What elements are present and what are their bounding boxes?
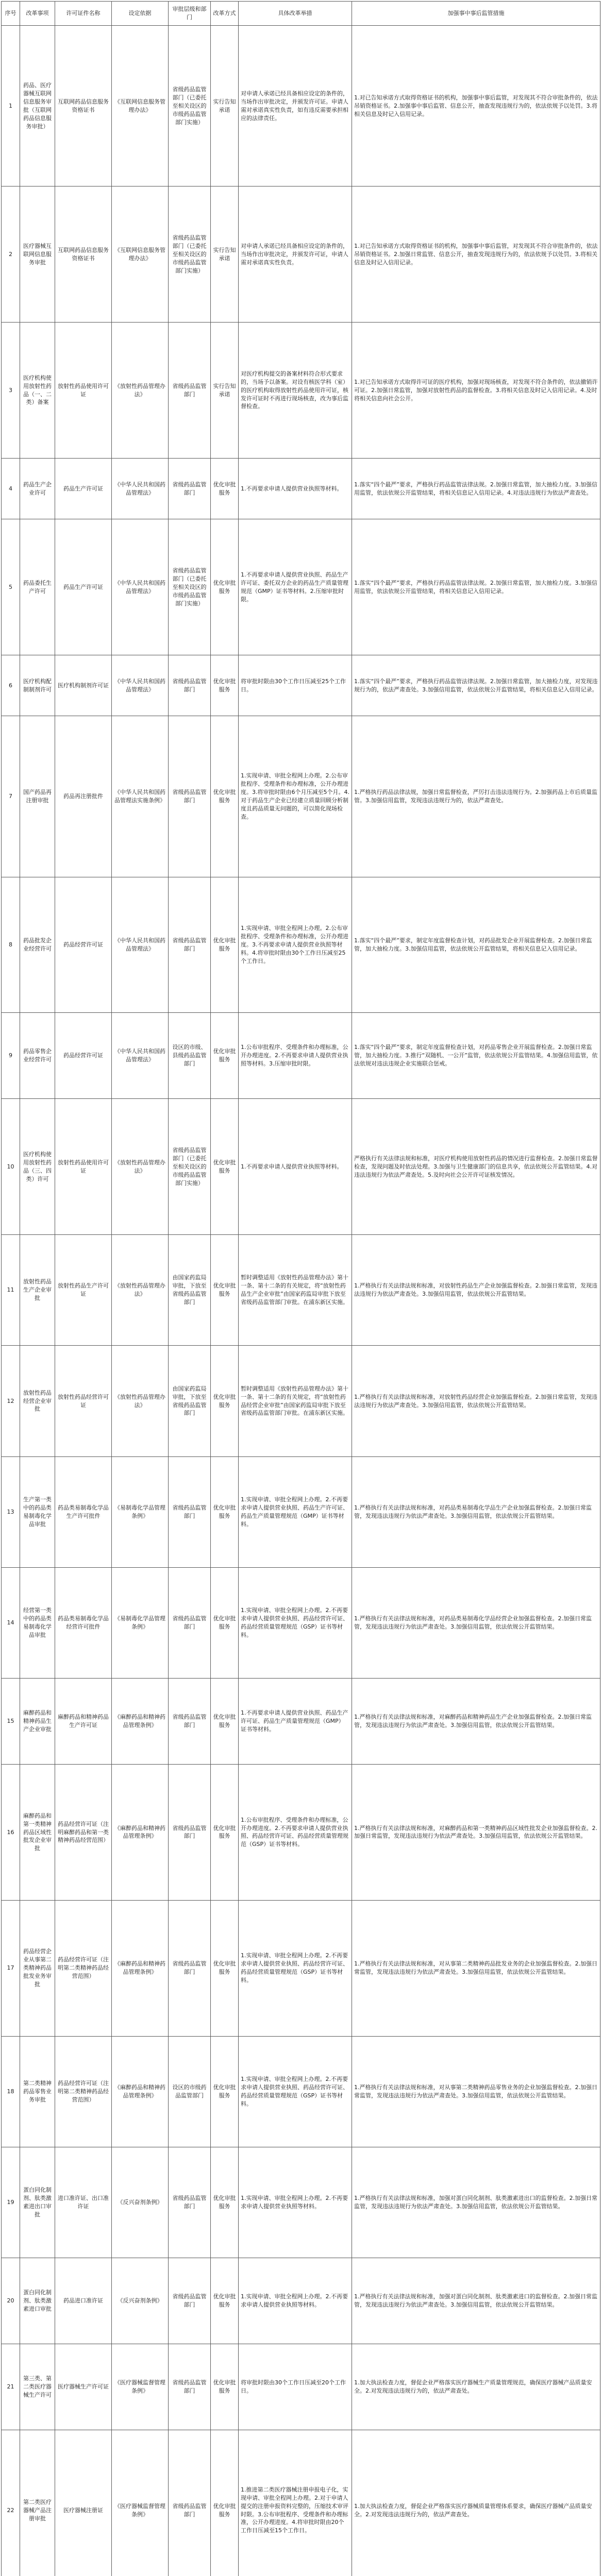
table-row <box>2 323 600 459</box>
cell-license: 医疗器械生产许可证 <box>55 2344 112 2430</box>
cell-level: 省级药品监管部门 <box>169 2147 211 2258</box>
cell-basis: 《中华人民共和国药品管理法》 <box>112 1013 169 1099</box>
cell-item: 医疗机构使用放射性药品（一、二类）备案 <box>20 323 55 459</box>
table-body <box>2 26 600 2576</box>
cell-license: 药品进口准许证 <box>55 2258 112 2344</box>
cell-basis: 《麻醉药品和精神药品管理条例》 <box>112 1765 169 1901</box>
cell-no: 18 <box>2 2036 20 2147</box>
cell-level: 由国家药监局审批，下放至省级药品监管部门 <box>169 1235 211 1346</box>
cell-basis: 《放射性药品管理办法》 <box>112 1099 169 1235</box>
table-row <box>2 1456 600 1567</box>
cell-method: 优化审批服务 <box>211 2258 239 2344</box>
cell-basis: 《放射性药品管理办法》 <box>112 1235 169 1346</box>
cell-item: 放射性药品生产企业审批 <box>20 1235 55 1346</box>
cell-basis: 《反兴奋剂条例》 <box>112 2147 169 2258</box>
cell-item: 第二类医疗器械产品注册审批 <box>20 2430 55 2576</box>
cell-license: 药品生产许可证 <box>55 458 112 519</box>
header-no: 序号 <box>2 2 20 26</box>
cell-no: 19 <box>2 2147 20 2258</box>
cell-method: 优化审批服务 <box>211 1099 239 1235</box>
table-row <box>2 2430 600 2576</box>
cell-method: 优化审批服务 <box>211 655 239 716</box>
table-row <box>2 2258 600 2344</box>
cell-basis: 《中华人民共和国药品管理法》 <box>112 877 169 1013</box>
cell-level: 省级药品监管部门 <box>169 2430 211 2576</box>
table-row <box>2 1235 600 1346</box>
table-row <box>2 877 600 1013</box>
cell-measures: 1.实现申请、审批全程网上办理。2.不再要求申请人提供营业执照等材料。 <box>239 2147 352 2258</box>
cell-measures: 1.不再要求申请人提供营业执照、药品生产许可证、委托双方企业的药品生产质量管理规范（GMP）证书等材料。2.压缩审批时限。 <box>239 519 352 655</box>
cell-license: 进口准许证、出口准许证 <box>55 2147 112 2258</box>
cell-measures: 1.不再要求申请人提供营业执照等材料。 <box>239 458 352 519</box>
cell-supervision: 1.落实“四个最严”要求，严格执行药品监管法律法规。2.加强日常监管，加大抽检力度。3.加强信用监管，依法依规公开监管结果，将相关信息记入信用记录。 <box>352 519 600 655</box>
cell-basis: 《反兴奋剂条例》 <box>112 2258 169 2344</box>
cell-supervision: 1.落实“四个最严”要求，制定年度监督检查计划，对药品批发企业开展监督检查。2.加强日常监管，加大抽检力度。3.加强信用监管，依法依规公开监管结果，将相关信息记入信用记录。 <box>352 877 600 1013</box>
cell-item: 第三类、第二类医疗器械生产许可 <box>20 2344 55 2430</box>
cell-item: 药品、医疗器械互联网信息服务审批（互联网药品信息服务审批） <box>20 26 55 187</box>
cell-basis: 《互联网信息服务管理办法》 <box>112 187 169 323</box>
cell-no: 21 <box>2 2344 20 2430</box>
table-row <box>2 1099 600 1235</box>
cell-item: 蛋白同化制剂、肽类激素进口审批 <box>20 2258 55 2344</box>
cell-item: 药品批发企业经营许可 <box>20 877 55 1013</box>
cell-license: 药品经营许可证（注明麻醉药品和第一类精神药品经营范围） <box>55 1765 112 1901</box>
cell-level: 省级药品监管部门（已委托至相关设区的市级药品监管部门实施） <box>169 519 211 655</box>
cell-level: 省级药品监管部门 <box>169 655 211 716</box>
cell-license: 放射性药品经营许可证 <box>55 1346 112 1456</box>
cell-method: 优化审批服务 <box>211 2147 239 2258</box>
cell-level: 省级药品监管部门（已委托至相关设区的市级药品监管部门实施） <box>169 26 211 187</box>
cell-supervision: 1.落实“四个最严”要求，严格执行药品监管法律法规。2.加强日常监管，加大抽检力度，对发现违规行为的，依法严肃查处。3.加强信用监管，依法依规公开监管结果，将相关信息记入信用记录。 <box>352 655 600 716</box>
cell-level: 省级药品监管部门 <box>169 2258 211 2344</box>
cell-basis: 《中华人民共和国药品管理法》 <box>112 655 169 716</box>
cell-supervision: 1.落实“四个最严”要求，严格执行药品监管法律法规。2.加强日常监管，加大抽检力度。3.加强信用监管，依法依规公开监管结果，将相关信息记入信用记录。4.对违法违规行为依法严肃查处。 <box>352 458 600 519</box>
cell-measures: 暂时调整适用《放射性药品管理办法》第十一条、第十二条的有关规定，将“放射性药品经营企业审批”由国家药监局审批下放至省级药品监管部门审批。在浦东新区实施。 <box>239 1346 352 1456</box>
cell-method: 优化审批服务 <box>211 458 239 519</box>
header-row <box>2 2 600 26</box>
cell-license: 药品生产许可证 <box>55 519 112 655</box>
cell-license: 医疗器械注册证 <box>55 2430 112 2576</box>
cell-no: 5 <box>2 519 20 655</box>
cell-measures: 将审批时限由30个工作日压减至25个工作日。 <box>239 655 352 716</box>
cell-item: 国产药品再注册审批 <box>20 716 55 877</box>
cell-supervision: 1.对已告知承诺方式取得许可证的医疗机构，加强对现场核查，对发现不符合条件的，依法撤销许可证。2.加强日常监管，加强对放射性药品的监督检查。3.将相关信息及时记入信用记录。4.及时将相关信息向社会公开。 <box>352 323 600 459</box>
table-row <box>2 2344 600 2430</box>
cell-basis: 《麻醉药品和精神药品管理条例》 <box>112 1900 169 2036</box>
cell-no: 22 <box>2 2430 20 2576</box>
cell-level: 省级药品监管部门 <box>169 1900 211 2036</box>
table-row <box>2 1900 600 2036</box>
cell-item: 药品经营企业从事第二类精神药品批发业务审批 <box>20 1900 55 2036</box>
header-basis: 设定依据 <box>112 2 169 26</box>
cell-supervision: 1.加大执法检查力度，督促企业严格落实医疗器械质量管理体系要求，确保医疗器械产品质量安全。2.对发现违法违规行为的，依法严肃查处。 <box>352 2430 600 2576</box>
cell-method: 优化审批服务 <box>211 519 239 655</box>
cell-level: 省级药品监管部门 <box>169 877 211 1013</box>
cell-basis: 《放射性药品管理办法》 <box>112 1346 169 1456</box>
cell-method: 优化审批服务 <box>211 1679 239 1765</box>
cell-supervision: 1.严格执行有关法律法规和标准，对药品类易制毒化学品经营企业加强监督检查。2.加强日常监管，发现违法违规行为依法严肃查处。3.加强信用监管，依法依规公开监管结果。 <box>352 1567 600 1678</box>
cell-supervision: 1.严格执行有关法律法规和标准，对从事第二类精神药品零售业务的企业加强监督检查。2.加强日常监管，发现违法违规行为依法严肃查处。3.加强信用监管，依法依规公开监管结果。 <box>352 2036 600 2147</box>
cell-no: 2 <box>2 187 20 323</box>
cell-level: 省级药品监管部门 <box>169 1567 211 1678</box>
cell-basis: 《医疗器械监督管理条例》 <box>112 2430 169 2576</box>
cell-item: 麻醉药品和精神药品生产企业审批 <box>20 1679 55 1765</box>
cell-measures: 对申请人承诺已经具备相应设定的条件的，当场作出审批决定，并颁发许可证，申请人需对承诺真实性负责。 <box>239 187 352 323</box>
cell-item: 经营第一类中的药品类易制毒化学品审批 <box>20 1567 55 1678</box>
cell-level: 设区的市级药品监管部门 <box>169 2036 211 2147</box>
cell-no: 15 <box>2 1679 20 1765</box>
cell-item: 麻醉药品和第一类精神药品区域性批发企业审批 <box>20 1765 55 1901</box>
cell-basis: 《麻醉药品和精神药品管理条例》 <box>112 2036 169 2147</box>
cell-no: 11 <box>2 1235 20 1346</box>
table-row <box>2 1765 600 1901</box>
reform-table-container <box>1 1 600 2576</box>
cell-no: 9 <box>2 1013 20 1099</box>
cell-measures: 1.公布审批程序、受理条件和办理标准，公开办理进度。2.不再要求申请人提供营业执照等材料。3.压缩审批时限。 <box>239 1013 352 1099</box>
cell-supervision: 1.严格执行有关法律法规和标准，对放射性药品生产企业加强监督检查。2.加强日常监管，发现违法违规行为依法严肃查处。3.加强信用监管，依法依规公开监管结果。 <box>352 1235 600 1346</box>
table-header <box>2 2 600 26</box>
cell-level: 省级药品监管部门 <box>169 1456 211 1567</box>
cell-level: 省级药品监管部门 <box>169 716 211 877</box>
cell-item: 药品委托生产许可 <box>20 519 55 655</box>
cell-method: 优化审批服务 <box>211 2430 239 2576</box>
cell-basis: 《放射性药品管理办法》 <box>112 323 169 459</box>
cell-method: 优化审批服务 <box>211 1900 239 2036</box>
cell-basis: 《中华人民共和国药品管理法》 <box>112 458 169 519</box>
cell-measures: 1.公布审批程序、受理条件和办理标准，公开办理进度。2.不再要求申请人提供营业执照、药品经营许可证、药品经营质量管理规范（GSP）证书等材料。 <box>239 1765 352 1901</box>
cell-level: 由国家药监局审批，下放至省级药品监管部门 <box>169 1346 211 1456</box>
reform-table <box>1 1 600 2576</box>
cell-measures: 1.不再要求申请人提供营业执照等材料。 <box>239 1099 352 1235</box>
cell-measures: 1.实现申请、审批全程网上办理。2.公布审批程序、受理条件和办理标准，公开办理进度。3.不再要求申请人提供营业执照等材料。4.将审批时限由30个工作日压减至25个工作日。 <box>239 877 352 1013</box>
cell-no: 14 <box>2 1567 20 1678</box>
cell-measures: 1.推进第二类医疗器械注册申报电子化，实现申请、审批全程网上办理。2.对于申请人提交的注册申报资料完整的，压缩技术审评时限。3.公布审批程序、受理条件和办理标准，公开办理进度。4.将审批时限由20个工作日压减至15个工作日。 <box>239 2430 352 2576</box>
header-item: 改革事项 <box>20 2 55 26</box>
cell-license: 药品经营许可证（注明第二类精神药品经营范围） <box>55 1900 112 2036</box>
cell-license: 医疗机构制剂许可证 <box>55 655 112 716</box>
cell-measures: 1.实现申请、审批全程网上办理。2.不再要求申请人提供营业执照等材料。 <box>239 2258 352 2344</box>
table-row <box>2 26 600 187</box>
cell-method: 优化审批服务 <box>211 716 239 877</box>
cell-basis: 《互联网信息服务管理办法》 <box>112 26 169 187</box>
cell-method: 优化审批服务 <box>211 2344 239 2430</box>
cell-license: 互联网药品信息服务资格证书 <box>55 26 112 187</box>
table-row <box>2 655 600 716</box>
cell-item: 第二类精神药品零售业务审批 <box>20 2036 55 2147</box>
cell-license: 药品经营许可证（注明第二类精神药品经营范围） <box>55 2036 112 2147</box>
cell-license: 放射性药品使用许可证 <box>55 323 112 459</box>
cell-item: 放射性药品经营企业审批 <box>20 1346 55 1456</box>
cell-license: 药品类易制毒化学品经营许可批件 <box>55 1567 112 1678</box>
cell-license: 药品类易制毒化学品生产许可批件 <box>55 1456 112 1567</box>
cell-level: 省级药品监管部门 <box>169 458 211 519</box>
cell-license: 放射性药品使用许可证 <box>55 1099 112 1235</box>
cell-item: 生产第一类中的药品类易制毒化学品审批 <box>20 1456 55 1567</box>
cell-supervision: 1.严格执行有关法律法规和标准，加强对蛋白同化制剂、肽类激素进出口的监督检查。2.加强日常监管，发现违法违规行为依法严肃查处。3.加强信用监管，依法依规公开监管结果。 <box>352 2147 600 2258</box>
cell-no: 1 <box>2 26 20 187</box>
cell-item: 医疗机构配制制剂许可 <box>20 655 55 716</box>
cell-basis: 《中华人民共和国药品管理法》 <box>112 519 169 655</box>
cell-measures: 1.实现申请、审批全程网上办理。2.不再要求申请人提供营业执照、药品生产许可证、药品生产质量管理规范（GMP）证书等材料。 <box>239 1456 352 1567</box>
cell-level: 省级药品监管部门 <box>169 1679 211 1765</box>
table-row <box>2 1346 600 1456</box>
cell-method: 实行告知承诺 <box>211 187 239 323</box>
cell-level: 省级药品监管部门（已委托至相关设区的市级药品监管部门实施） <box>169 187 211 323</box>
cell-supervision: 1.落实“四个最严”要求，制定年度监督检查计划，对药品零售企业开展监督检查。2.加强日常监管，加大抽检力度。3.推行“双随机、一公开”监管，依法依规公开监管结果。4.加强信用监管，依法依规对违法违规企业实施联合惩戒。 <box>352 1013 600 1099</box>
cell-supervision: 严格执行有关法律法规和标准，对医疗机构使用放射性药品的情况进行监督检查。2.加强日常监督检查，发现问题及时依法处理。3.加强与卫生健康部门的信息共享，依法依规公开监管结果。4.对违法违规行为依法严肃查处。5.及时向社会公开许可证核发情况。 <box>352 1099 600 1235</box>
cell-supervision: 1.加大执法检查力度，督促企业严格落实医疗器械生产质量管理规范，确保医疗器械产品质量安全。2.对发现违法违规行为的，依法严肃查处。 <box>352 2344 600 2430</box>
cell-measures: 1.实现申请、审批全程网上办理。2.公布审批程序、受理条件和办理标准，公开办理进度。3.将审批时限由6个月压减至5个月。4.对于药品生产企业已经建立质量回顾分析制度且药品质量无问题的，可以简化现场检查。 <box>239 716 352 877</box>
cell-supervision: 1.严格执行有关法律法规和标准，对从事第二类精神药品批发业务的企业加强监督检查。2.加强日常监管，发现违法违规行为依法严肃查处。3.加强信用监管，依法依规公开监管结果。 <box>352 1900 600 2036</box>
header-license: 许可证件名称 <box>55 2 112 26</box>
cell-measures: 1.不再要求申请人提供营业执照、药品生产许可证、药品生产质量管理规范（GMP）证书等材料。 <box>239 1679 352 1765</box>
header-supervision: 加强事中事后监管措施 <box>352 2 600 26</box>
cell-measures: 对医疗机构提交的备案材料符合形式要求的，当场予以备案。对设有核医学科（室）的医疗机构取得放射性药品使用许可证，核发许可证时不再进行现场核查，改为事后监督检查。 <box>239 323 352 459</box>
cell-supervision: 1.对已告知承诺方式取得资格证书的机构，加强事中事后监管，对发现其不符合审批条件的，依法吊销资格证书。2.加强事中事后监管、信息公开，抽查发现违规行为的，依法依规予以处罚。3.将相关信息及时记入信用记录。 <box>352 26 600 187</box>
header-measures: 具体改革举措 <box>239 2 352 26</box>
table-row <box>2 1013 600 1099</box>
cell-license: 互联网药品信息服务资格证书 <box>55 187 112 323</box>
cell-level: 设区的市级、县级药品监管部门 <box>169 1013 211 1099</box>
header-level: 审批层级和部门 <box>169 2 211 26</box>
cell-measures: 1.实现申请、审批全程网上办理。2.不再要求申请人提供营业执照、药品经营许可证、药品经营质量管理规范（GSP）证书等材料。 <box>239 1900 352 2036</box>
cell-no: 6 <box>2 655 20 716</box>
cell-level: 省级药品监管部门（已委托至相关设区的市级药品监管部门实施） <box>169 1099 211 1235</box>
cell-basis: 《医疗器械监督管理条例》 <box>112 2344 169 2430</box>
cell-no: 3 <box>2 323 20 459</box>
table-row <box>2 1567 600 1678</box>
cell-no: 13 <box>2 1456 20 1567</box>
cell-method: 优化审批服务 <box>211 1346 239 1456</box>
cell-no: 16 <box>2 1765 20 1901</box>
cell-level: 省级药品监管部门 <box>169 1765 211 1901</box>
cell-license: 药品经营许可证 <box>55 1013 112 1099</box>
table-row <box>2 519 600 655</box>
cell-method: 实行告知承诺 <box>211 26 239 187</box>
cell-method: 优化审批服务 <box>211 1765 239 1901</box>
table-row <box>2 1679 600 1765</box>
cell-item: 药品零售企业经营许可 <box>20 1013 55 1099</box>
cell-basis: 《易制毒化学品管理条例》 <box>112 1456 169 1567</box>
cell-supervision: 1.对已告知承诺方式取得资格证书的机构，加强事中事后监管，对发现其不符合审批条件的，依法吊销资格证书。2.加强日常监管、信息公开，抽查发现违规行为的，依法依规予以处罚。3.将相关信息及时记入信用记录。 <box>352 187 600 323</box>
header-method: 改革方式 <box>211 2 239 26</box>
cell-basis: 《麻醉药品和精神药品管理条例》 <box>112 1679 169 1765</box>
table-row <box>2 2036 600 2147</box>
cell-license: 放射性药品生产许可证 <box>55 1235 112 1346</box>
cell-basis: 《中华人民共和国药品管理法实施条例》 <box>112 716 169 877</box>
cell-license: 药品再注册批件 <box>55 716 112 877</box>
table-row <box>2 187 600 323</box>
cell-measures: 1.实现申请、审批全程网上办理。2.不再要求申请人提供营业执照、药品经营许可证、药品经营质量管理规范（GSP）证书等材料。 <box>239 1567 352 1678</box>
cell-supervision: 1.严格执行药品法律法规，加强日常监督检查，严厉打击违法违规行为。2.加强药品上市后质量监管。3.加强信用监管，发现违法违规行为的，依法严肃查处。 <box>352 716 600 877</box>
table-row <box>2 716 600 877</box>
cell-no: 4 <box>2 458 20 519</box>
cell-measures: 将审批时限由30个工作日压减至20个工作日。 <box>239 2344 352 2430</box>
cell-supervision: 1.严格执行有关法律法规和标准，对药品类易制毒化学品生产企业加强监督检查。2.加强日常监管，发现违法违规行为依法严肃查处。3.加强信用监管，依法依规公开监管结果。 <box>352 1456 600 1567</box>
cell-method: 优化审批服务 <box>211 2036 239 2147</box>
cell-item: 蛋白同化制剂、肽类激素进出口审批 <box>20 2147 55 2258</box>
cell-method: 优化审批服务 <box>211 1235 239 1346</box>
cell-supervision: 1.严格执行有关法律法规和标准，对放射性药品经营企业加强监督检查。2.加强日常监管，发现违法违规行为依法严肃查处。3.加强信用监管，依法依规公开监管结果。 <box>352 1346 600 1456</box>
cell-item: 医疗器械互联网信息服务审批 <box>20 187 55 323</box>
cell-basis: 《易制毒化学品管理条例》 <box>112 1567 169 1678</box>
cell-method: 优化审批服务 <box>211 1456 239 1567</box>
cell-method: 优化审批服务 <box>211 1567 239 1678</box>
cell-item: 医疗机构使用放射性药品（三、四类）许可 <box>20 1099 55 1235</box>
cell-no: 8 <box>2 877 20 1013</box>
cell-no: 17 <box>2 1900 20 2036</box>
cell-measures: 暂时调整适用《放射性药品管理办法》第十一条、第十二条的有关规定，将“放射性药品生产企业审批”由国家药监局审批下放至省级药品监管部门审批。在浦东新区实施。 <box>239 1235 352 1346</box>
cell-measures: 对申请人承诺已经具备相应设定的条件的，当场作出审批决定，并颁发许可证。申请人需对承诺真实性负责，如有违反需要承担相应的法律责任。 <box>239 26 352 187</box>
table-row <box>2 2147 600 2258</box>
cell-no: 7 <box>2 716 20 877</box>
cell-supervision: 1.严格执行有关法律法规和标准，加强对蛋白同化制剂、肽类激素进口的监督检查。2.加强日常监管，发现违法违规行为依法严肃查处。3.加强信用监管，依法依规公开监管结果。 <box>352 2258 600 2344</box>
cell-license: 药品经营许可证 <box>55 877 112 1013</box>
cell-license: 麻醉药品和精神药品生产许可证 <box>55 1679 112 1765</box>
cell-item: 药品生产企业许可 <box>20 458 55 519</box>
table-row <box>2 458 600 519</box>
cell-measures: 1.实现申请、审批全程网上办理。2.不再要求申请人提供营业执照、药品经营许可证、药品经营质量管理规范（GSP）证书等材料。 <box>239 2036 352 2147</box>
cell-method: 优化审批服务 <box>211 1013 239 1099</box>
cell-supervision: 1.严格执行有关法律法规和标准，对麻醉药品和第一类精神药品区域性批发企业加强监督检查。2.加强日常监管，发现违法违规行为依法严肃查处。3.加强信用监管，依法依规公开监管结果。 <box>352 1765 600 1901</box>
cell-level: 省级药品监管部门 <box>169 323 211 459</box>
cell-no: 10 <box>2 1099 20 1235</box>
cell-supervision: 1.严格执行有关法律法规和标准，对麻醉药品和精神药品生产企业加强监督检查。2.加强日常监管，发现违法违规行为依法严肃查处。3.加强信用监管，依法依规公开监管结果。 <box>352 1679 600 1765</box>
cell-no: 12 <box>2 1346 20 1456</box>
cell-level: 省级药品监管部门 <box>169 2344 211 2430</box>
cell-method: 实行告知承诺 <box>211 323 239 459</box>
cell-no: 20 <box>2 2258 20 2344</box>
cell-method: 优化审批服务 <box>211 877 239 1013</box>
